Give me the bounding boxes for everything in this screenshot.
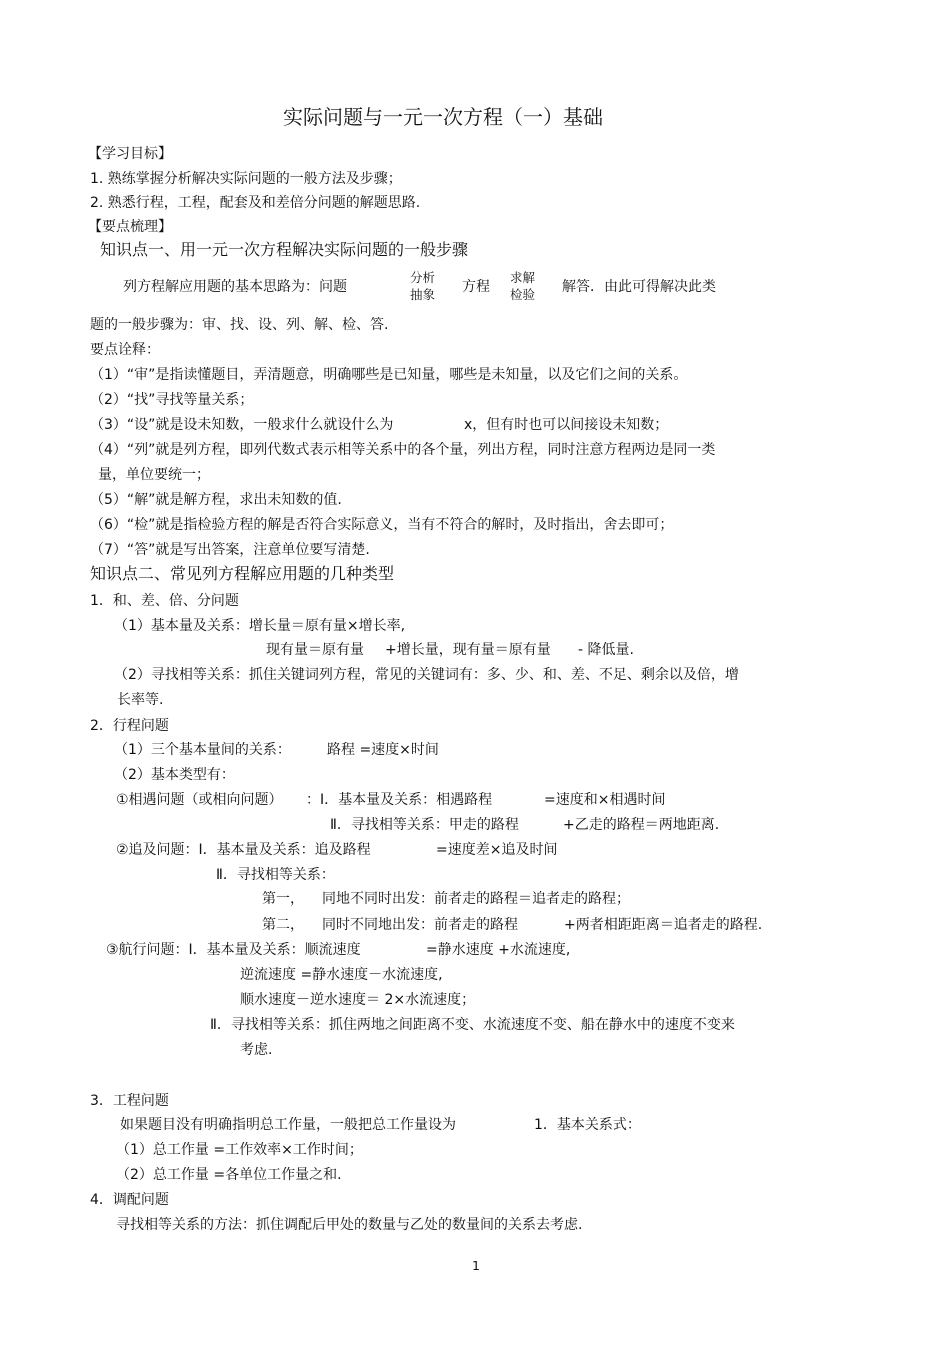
- flow-arrow-top-label: 分析: [410, 270, 436, 285]
- text-line: 第一，: [262, 891, 304, 907]
- text-line: （2）总工作量 =各单位工作量之和.: [116, 1167, 342, 1183]
- subsection-title: 1．和、差、倍、分问题: [90, 593, 239, 609]
- text-line: 路程 =速度×时间: [327, 742, 439, 758]
- text-line: - 降低量.: [578, 642, 634, 658]
- section-header-goals: 【学习目标】: [88, 146, 172, 162]
- text-line: Ⅱ．寻找相等关系：抓住两地之间距离不变、水流速度不变、船在静水中的速度不变来: [210, 1017, 735, 1033]
- text-line: （1）三个基本量间的关系：: [114, 742, 291, 758]
- goal-item: 1. 熟练掌握分析解决实际问题的一般方法及步骤；: [90, 171, 402, 187]
- text-line: （2）寻找相等关系：抓住关键词列方程，常见的关键词有：多、少、和、差、不足、剩余以及倍，增: [114, 667, 739, 683]
- section-header-points: 【要点梳理】: [88, 219, 172, 235]
- note-item: （4）“列”就是列方程，即列代数式表示相等关系中的各个量，列出方程，同时注意方程两边是同一类: [90, 442, 716, 458]
- note-item: （6）“检”就是指检验方程的解是否符合实际意义，当有不符合的解时，及时指出，舍去即可；: [90, 517, 674, 533]
- flow-tail: 解答．由此可得解决此类: [562, 279, 716, 295]
- text-line: +增长量，现有量＝原有量: [385, 642, 551, 658]
- flow-arrow-analyze: [410, 270, 435, 304]
- note-item: （1）“审”是指读懂题目，弄清题意，明确哪些是已知量，哪些是未知量，以及它们之间的关系。: [90, 367, 688, 383]
- note-item-continuation: 量，单位要统一；: [98, 467, 210, 483]
- text-line: 1．基本关系式：: [534, 1117, 641, 1133]
- flow-arrow-bottom-label: 检验: [510, 286, 536, 302]
- text-line: 顺水速度－逆水速度＝ 2×水流速度；: [240, 992, 476, 1008]
- flow-mid: 方程: [462, 279, 490, 295]
- note-item: （3）“设”就是设未知数，一般求什么就设什么为: [90, 417, 394, 433]
- page-number: 1: [472, 1258, 480, 1273]
- text-line: =速度和×相遇时间: [544, 792, 666, 808]
- subsection-title: 3．工程问题: [90, 1093, 169, 1109]
- flow-arrow-bottom-label: 抽象: [410, 286, 436, 302]
- text-line: Ⅱ．寻找相等关系：: [216, 867, 335, 883]
- knowledge-point-1-title: 知识点一、用一元一次方程解决实际问题的一般步骤: [100, 240, 469, 259]
- text-line: Ⅱ．寻找相等关系：甲走的路程: [330, 817, 519, 833]
- page-title: 实际问题与一元一次方程（一）基础: [283, 105, 603, 129]
- text-line: 如果题目没有明确指明总工作量，一般把总工作量设为: [120, 1117, 456, 1133]
- text-line: 第二，: [262, 917, 304, 933]
- text-line: ①相遇问题（或相向问题）: [116, 792, 283, 808]
- text-line: ③航行问题：Ⅰ．基本量及关系：顺流速度: [106, 942, 361, 958]
- note-item-continuation: x，但有时也可以间接设未知数；: [464, 417, 669, 433]
- subsection-title: 2．行程问题: [90, 718, 169, 734]
- text-line: ②追及问题：Ⅰ．基本量及关系：追及路程: [116, 842, 371, 858]
- text-line: （1）基本量及关系：增长量＝原有量×增长率,: [114, 618, 406, 634]
- flow-arrow-top-label: 求解: [510, 270, 536, 285]
- text-line: 现有量＝原有量: [266, 642, 364, 658]
- flow-continuation: 题的一般步骤为：审、找、设、列、解、检、答.: [90, 317, 389, 333]
- text-line: +乙走的路程＝两地距离.: [563, 817, 720, 833]
- text-line: 同地不同时出发：前者走的路程＝追者走的路程；: [322, 891, 630, 907]
- text-line: =静水速度 +水流速度,: [426, 942, 571, 958]
- note-item: （7）“答”就是写出答案，注意单位要写清楚.: [90, 542, 370, 558]
- text-line: 逆流速度 =静水速度－水流速度,: [240, 967, 443, 983]
- subsection-title: 4．调配问题: [90, 1192, 169, 1208]
- text-line: =速度差×追及时间: [436, 842, 558, 858]
- note-item: （2）“找”寻找等量关系；: [90, 392, 254, 408]
- notes-header: 要点诠释：: [90, 342, 160, 358]
- goal-item: 2. 熟悉行程，工程，配套及和差倍分问题的解题思路.: [90, 195, 421, 211]
- text-line: +两者相距距离＝追者走的路程.: [564, 917, 763, 933]
- text-line: ：Ⅰ．基本量及关系：相遇路程: [306, 792, 493, 808]
- flow-arrow-solve: [510, 270, 535, 304]
- flow-lead: 列方程解应用题的基本思路为：问题: [123, 279, 347, 295]
- text-line: （1）总工作量 =工作效率×工作时间；: [116, 1142, 363, 1158]
- text-line: （2）基本类型有：: [114, 767, 235, 783]
- knowledge-point-2-title: 知识点二、常见列方程解应用题的几种类型: [90, 564, 395, 583]
- text-line: 同时不同地出发：前者走的路程: [322, 917, 518, 933]
- note-item: （5）“解”就是解方程，求出未知数的值.: [90, 492, 342, 508]
- text-line: 考虑.: [240, 1042, 273, 1058]
- text-line: 长率等.: [117, 692, 164, 708]
- text-line: 寻找相等关系的方法：抓住调配后甲处的数量与乙处的数量间的关系去考虑.: [116, 1217, 583, 1233]
